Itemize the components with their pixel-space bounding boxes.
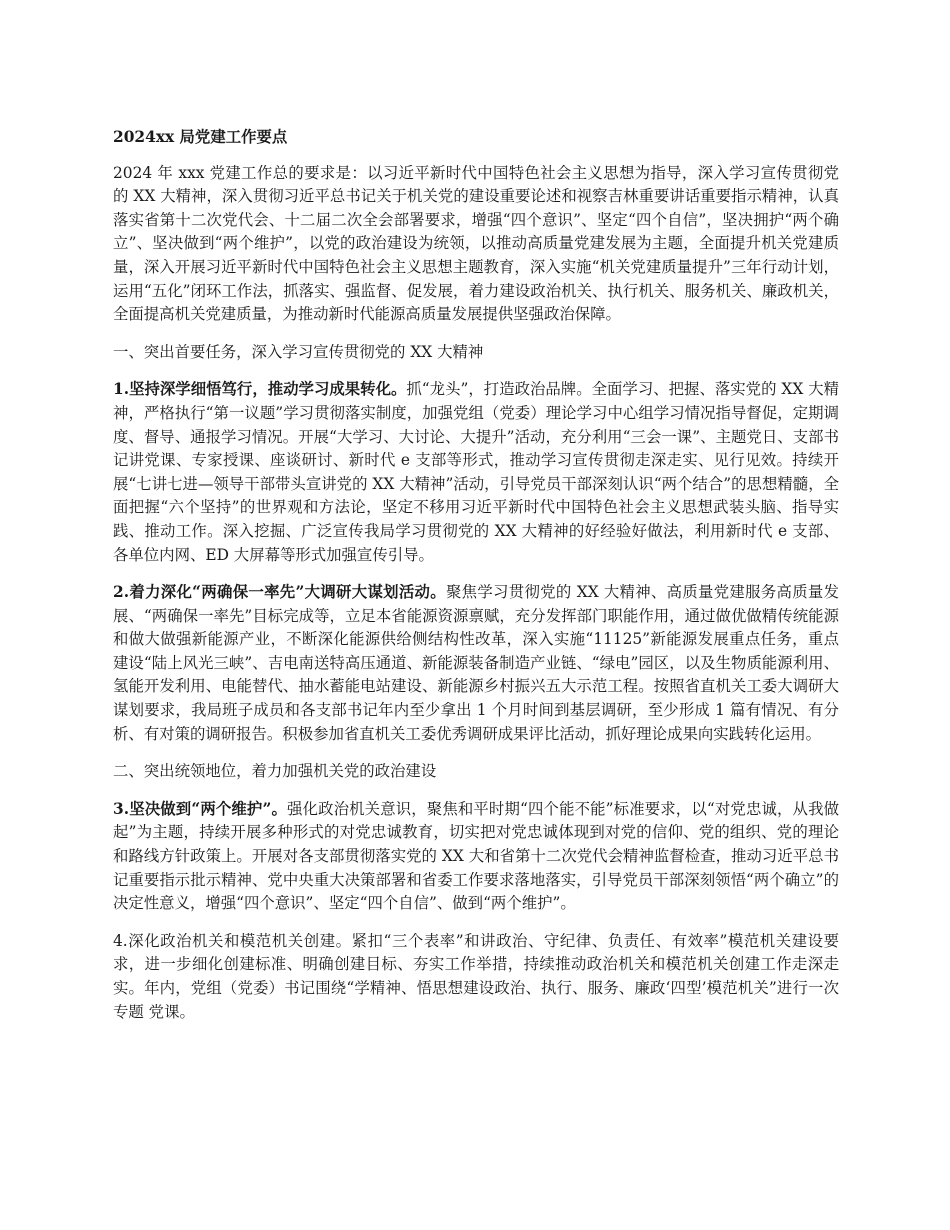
- item-3-paragraph: [113, 798, 839, 916]
- item-2-body: 聚焦学习贯彻党的 XX 大精神、高质量党建服务高质量发展、“两确保一率先”目标完成等，立足本省能源资源禀赋，充分发挥部门职能作用，通过做优做精传统能源和做大做强新能源产业，不断深化能源供给侧结构性改革，深入实施“11125”新能源发展重点任务，重点建设“陆上风光三峡”、吉电南送特高压通道、新能源装备制造产业链、“绿电”园区，以及生物质能源利用、氢能开发利用、电能替代、抽水蓄能电站建设、新能源乡村振兴五大示范工程。按照省直机关工委大调研大谋划要求，我局班子成员和各支部书记年内至少拿出 1 个月时间到基层调研，至少形成 1 篇有情况、有分析、有对策的调研报告。积极参加省直机关工委优秀调研成果评比活动，抓好理论成果向实践转化运用。: [113, 583, 839, 743]
- section-1-heading: 一、突出首要任务，深入学习宣传贯彻党的 XX 大精神: [113, 342, 484, 361]
- item-1-paragraph: [113, 378, 839, 567]
- intro-paragraph: 2024 年 xxx 党建工作总的要求是：以习近平新时代中国特色社会主义思想为指导，深入学习宣传贯彻党的 XX 大精神，深入贯彻习近平总书记关于机关党的建设重要论述和视察吉林重要讲话重要指示精神，认真落实省第十二次党代会、十二届二次全会部署要求，增强“四个意识”、坚定“四个自信”，坚决拥护“两个确立”、坚决做到“两个维护”，以党的政治建设为统领，以推动高质量党建发展为主题，全面提升机关党建质量，深入开展习近平新时代中国特色社会主义思想主题教育，深入实施“机关党建质量提升”三年行动计划，运用“五化”闭环工作法，抓落实、强监督、促发展，着力建设政治机关、执行机关、服务机关、廉政机关，全面提高机关党建质量，为推动新时代能源高质量发展提供坚强政治保障。: [113, 163, 839, 324]
- item-3-body: 强化政治机关意识，聚焦和平时期“四个能不能”标准要求，以“对党忠诚，从我做起”为主题，持续开展多种形式的对党忠诚教育，切实把对党忠诚体现到对党的信仰、党的组织、党的理论和路线方针政策上。开展对各支部贯彻落实党的 XX 大和省第十二次党代会精神监督检查，推动习近平总书记重要指示批示精神、党中央重大决策部署和省委工作要求落地落实，引导党员干部深刻领悟“两个确立”的决定性意义，增强“四个意识”、坚定“四个自信”、做到“两个维护”。: [113, 799, 839, 913]
- item-2-paragraph: [113, 581, 839, 746]
- item-3-lead: 3.坚决做到“两个维护”。: [113, 799, 287, 818]
- document-title: 2024xx 局党建工作要点: [113, 128, 288, 146]
- item-2-lead: 2.着力深化“两确保一率先”大调研大谋划活动。: [113, 583, 446, 602]
- document-page: [113, 126, 839, 1038]
- item-4-paragraph: 4.深化政治机关和模范机关创建。紧扣“三个表率”和讲政治、守纪律、负责任、有效率”模范机关建设要求，进一步细化创建标准、明确创建目标、夯实工作举措，持续推动政治机关和模范机关创建工作走深走实。年内，党组（党委）书记围绕“学精神、悟思想建设政治、执行、服务、廉政‘四型’模范机关”进行一次专题 党课。: [113, 931, 839, 1021]
- section-2-heading: 二、突出统领地位，着力加强机关党的政治建设: [113, 762, 437, 781]
- item-1-body: 抓“龙头”，打造政治品牌。全面学习、把握、落实党的 XX 大精神，严格执行“第一议题”学习贯彻落实制度，加强党组（党委）理论学习中心组学习情况指导督促，定期调度、督导、通报学习情况。开展“大学习、大讨论、大提升”活动，充分利用“三会一课”、主题党日、支部书记讲党课、专家授课、座谈研讨、新时代 e 支部等形式，推动学习宣传贯彻走深走实、见行见效。持续开展“七讲七进—领导干部带头宣讲党的 XX 大精神”活动，引导党员干部深刻认识“两个结合”的思想精髓，全面把握“六个坚持”的世界观和方法论，坚定不移用习近平新时代中国特色社会主义思想武装头脑、指导实践、推动工作。深入挖掘、广泛宣传我局学习贯彻党的 XX 大精神的好经验好做法，利用新时代 e 支部、各单位内网、ED 大屏幕等形式加强宣传引导。: [113, 380, 840, 564]
- item-1-lead: 1.坚持深学细悟笃行，推动学习成果转化。: [113, 380, 407, 399]
